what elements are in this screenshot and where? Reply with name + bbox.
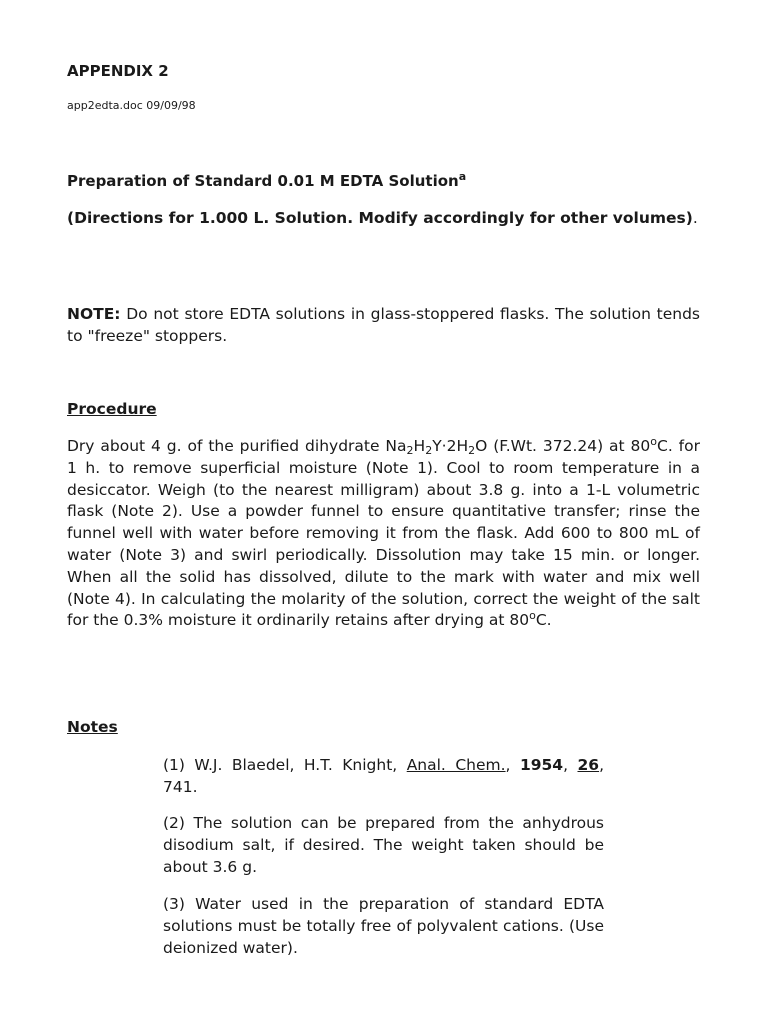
note-item-1 xyxy=(163,755,604,799)
degree-mark-2: o xyxy=(529,609,536,623)
subscript-1: 2 xyxy=(406,444,414,457)
procedure-text-2: H xyxy=(413,437,426,455)
note-1-tail: , 741. xyxy=(163,756,605,796)
note-item-3: (3) Water used in the preparation of standard EDTA solutions must be totally free of polyvalent cations. (Use deionized water). xyxy=(163,895,604,957)
page-title xyxy=(67,170,466,190)
notes-heading: Notes xyxy=(67,718,118,736)
document-reference: app2edta.doc 09/09/98 xyxy=(67,99,196,112)
note-1-year: 1954 xyxy=(519,756,564,774)
subscript-3: 2 xyxy=(468,444,476,457)
note-1-journal: Anal. Chem. xyxy=(406,756,506,774)
subscript-2: 2 xyxy=(425,444,433,457)
note-text: Do not store EDTA solutions in glass-stoppered flasks. The solution tends to "freeze" stoppers. xyxy=(67,305,700,345)
note-1-sep1: , xyxy=(505,756,520,774)
procedure-text-1: Dry about 4 g. of the purified dihydrate Na xyxy=(67,437,407,455)
note-item-2: (2) The solution can be prepared from the anhydrous disodium salt, if desired. The weight taken should be about 3.6 g. xyxy=(163,814,604,876)
note-1-volume: 26 xyxy=(577,756,600,774)
procedure-text-3: Y·2H xyxy=(432,437,469,455)
procedure-text-5: C. for 1 h. to remove superficial moisture (Note 1). Cool to room temperature in a desiccator. Weigh (to the nearest milligram) about 3.8 g. into a 1-L volumetric flask (Note 2). Use a powder funnel to ensure quantitative transfer; rinse the funnel well with water before removing it from the flask. Add 600 to 800 mL of water (Note 3) and swirl periodically. Dissolution may take 15 min. or longer. When all the solid has dissolved, dilute to the mark with water and mix well (Note 4). In calculating the molarity of the solution, correct the weight of the salt for the 0.3% moisture it ordinarily retains after drying at 80 xyxy=(67,437,700,630)
title-footnote-marker: a xyxy=(458,170,467,183)
degree-mark-1: o xyxy=(650,435,657,448)
note-1-sep2: , xyxy=(563,756,578,774)
note-label: NOTE: xyxy=(67,305,121,323)
directions-text: (Directions for 1.000 L. Solution. Modify accordingly for other volumes) xyxy=(67,209,693,227)
procedure-text-4: O (F.Wt. 372.24) at 80 xyxy=(475,437,651,455)
note-1-prefix: (1) W.J. Blaedel, H.T. Knight, xyxy=(163,756,407,774)
directions-tail: . xyxy=(692,209,698,227)
procedure-paragraph xyxy=(67,436,700,632)
note-paragraph xyxy=(67,303,700,347)
procedure-text-6: C. xyxy=(535,611,552,630)
procedure-heading: Procedure xyxy=(67,400,157,418)
appendix-heading: APPENDIX 2 xyxy=(67,62,169,80)
directions-paragraph xyxy=(67,207,700,229)
title-text: Preparation of Standard 0.01 M EDTA Solution xyxy=(67,172,459,190)
